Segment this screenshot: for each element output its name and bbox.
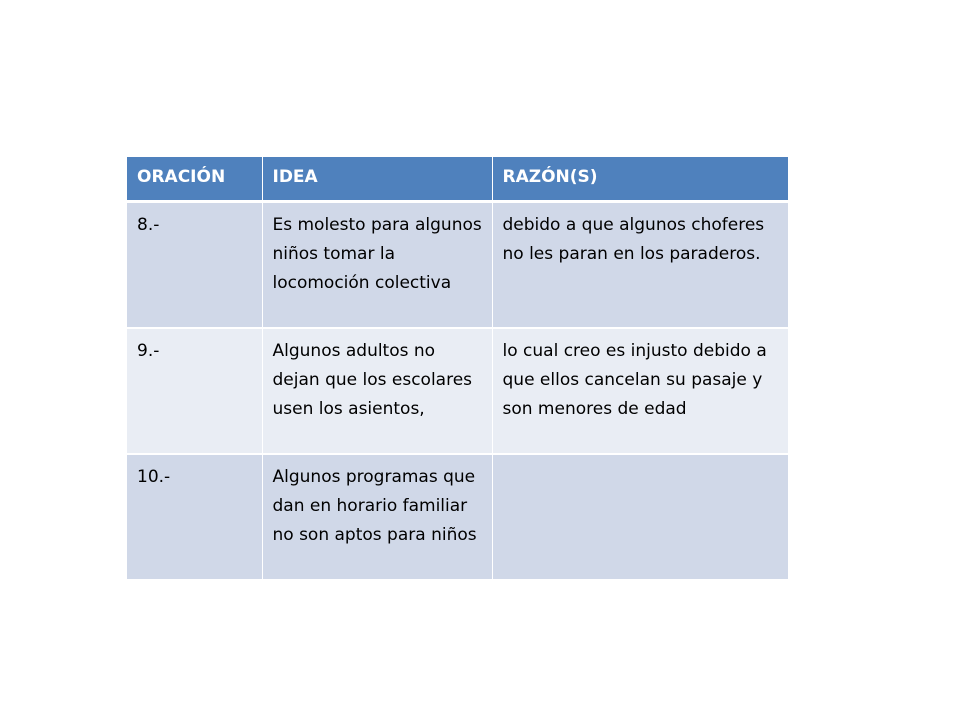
cell-razon: lo cual creo es injusto debido a que ellos cancelan su pasaje y son menores de edad	[492, 328, 788, 454]
cell-razon: debido a que algunos choferes no les paran en los paraderos.	[492, 202, 788, 329]
table-row	[127, 202, 788, 329]
table-header-row	[127, 157, 788, 202]
header-idea: IDEA	[262, 157, 492, 202]
cell-idea: Algunos programas que dan en horario familiar no son aptos para niños	[262, 454, 492, 580]
table-row	[127, 454, 788, 580]
cell-idea: Es molesto para algunos niños tomar la locomoción colectiva	[262, 202, 492, 329]
cell-oracion: 9.-	[127, 328, 262, 454]
cell-oracion: 8.-	[127, 202, 262, 329]
sentence-idea-reason-table	[127, 157, 788, 581]
cell-razon	[492, 454, 788, 580]
cell-oracion: 10.-	[127, 454, 262, 580]
cell-idea: Algunos adultos no dejan que los escolares usen los asientos,	[262, 328, 492, 454]
table-row	[127, 328, 788, 454]
header-razon: RAZÓN(S)	[492, 157, 788, 202]
header-oracion: ORACIÓN	[127, 157, 262, 202]
